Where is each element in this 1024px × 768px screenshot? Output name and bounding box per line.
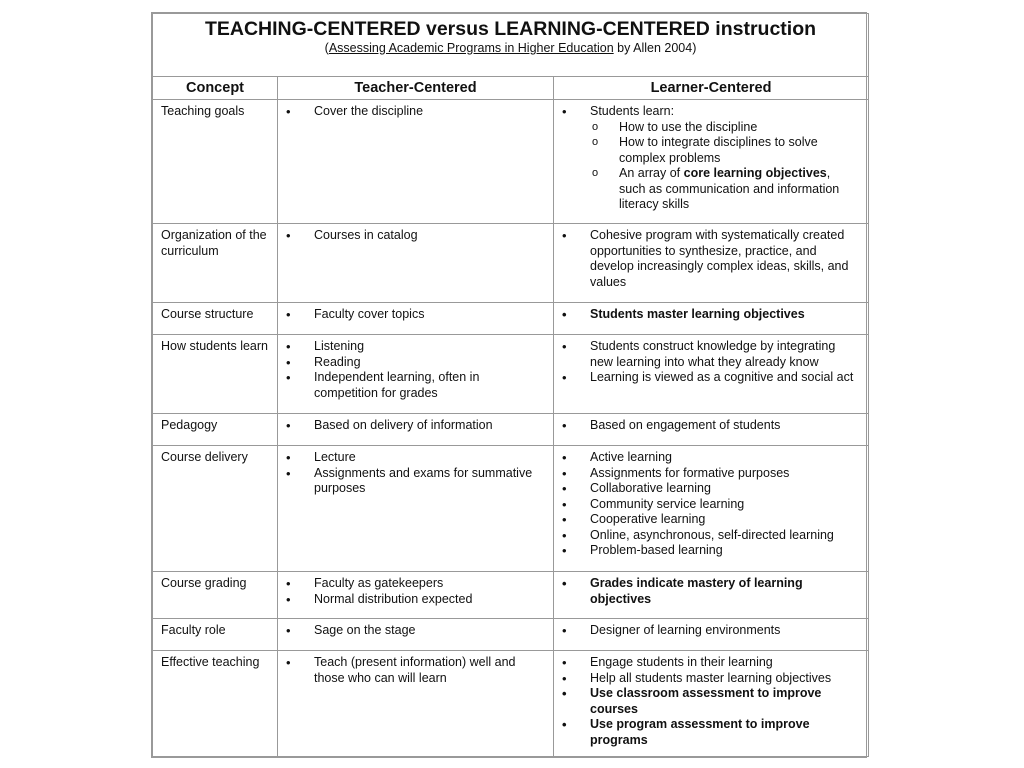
sub-item-text: An array of [619,166,684,180]
title-cell [153,14,869,77]
learner-cell [554,414,869,446]
list-item: • Problem-based learning [590,543,860,559]
list-item: • Faculty cover topics [314,307,545,323]
list-item: • Use classroom assessment to improve courses [590,686,860,717]
subtitle-open: ( [324,41,329,55]
header-learner-centered: Learner-Centered [554,77,869,100]
teacher-cell [278,414,554,446]
table-row [153,335,869,414]
list-item: • Community service learning [590,497,860,513]
list-item: • Collaborative learning [590,481,860,497]
list-item: • Students construct knowledge by integrating new learning into what they already know [590,339,860,370]
list-item: • Learning is viewed as a cognitive and social act [590,370,860,386]
list-item [590,104,860,213]
list-item-text: Students learn: [590,104,675,118]
source-title: Assessing Academic Programs in Higher Education [328,41,614,55]
concept-cell: Pedagogy [153,414,278,446]
list-item: • Help all students master learning objectives [590,671,860,687]
list-item: • Use program assessment to improve programs [590,717,860,748]
list-item: • Independent learning, often in competition for grades [314,370,545,401]
sub-list-item: o How to use the discipline [619,120,860,136]
concept-cell: Course grading [153,572,278,619]
list-item: • Cooperative learning [590,512,860,528]
table-row [153,100,869,224]
table-row [153,619,869,651]
table-row [153,414,869,446]
sub-item-text: , such as communication and information literacy skills [619,166,840,211]
learner-cell [554,303,869,335]
document-title: TEACHING-CENTERED versus LEARNING-CENTERED instruction [204,18,817,40]
table-row [153,303,869,335]
teacher-cell [278,651,554,757]
concept-cell: How students learn [153,335,278,414]
list-item: • Assignments and exams for summative purposes [314,466,545,497]
learner-cell [554,446,869,572]
title-row [153,14,869,77]
list-item: • Courses in catalog [314,228,545,244]
teacher-cell [278,100,554,224]
teacher-cell [278,303,554,335]
learner-cell [554,572,869,619]
table-row [153,224,869,303]
list-item: • Based on delivery of information [314,418,545,434]
learner-cell [554,224,869,303]
list-item: • Designer of learning environments [590,623,860,639]
teacher-cell [278,619,554,651]
teacher-cell [278,335,554,414]
table-row [153,651,869,757]
concept-cell: Effective teaching [153,651,278,757]
sub-list [590,120,860,213]
concept-cell: Course structure [153,303,278,335]
learner-cell [554,651,869,757]
list-item: • Engage students in their learning [590,655,860,671]
sub-list-item: o How to integrate disciplines to solve complex problems [619,135,860,166]
teacher-cell [278,572,554,619]
learner-cell [554,619,869,651]
header-teacher-centered: Teacher-Centered [278,77,554,100]
concept-cell: Faculty role [153,619,278,651]
list-item: • Cohesive program with systematically created opportunities to synthesize, practice, and develop increasingly complex ideas, skills, and values [590,228,860,290]
document-page [151,12,867,758]
teacher-cell [278,446,554,572]
table-row [153,446,869,572]
concept-cell: Organization of the curriculum [153,224,278,303]
learner-cell [554,335,869,414]
list-item: • Online, asynchronous, self-directed learning [590,528,860,544]
list-item: • Teach (present information) well and those who can will learn [314,655,545,686]
list-item: • Reading [314,355,545,371]
list-item: • Students master learning objectives [590,307,860,323]
list-item: • Lecture [314,450,545,466]
concept-cell: Course delivery [153,446,278,572]
learner-cell [554,100,869,224]
list-item: • Listening [314,339,545,355]
list-item: • Based on engagement of students [590,418,860,434]
list-item: • Sage on the stage [314,623,545,639]
comparison-table [152,13,869,757]
list-item: • Grades indicate mastery of learning objectives [590,576,860,607]
subtitle-author: by Allen 2004) [613,41,697,55]
header-concept: Concept [153,77,278,100]
header-row [153,77,869,100]
document-subtitle [153,40,868,56]
teacher-cell [278,224,554,303]
list-item: • Faculty as gatekeepers [314,576,545,592]
sub-list-item [619,166,860,213]
list-item: • Active learning [590,450,860,466]
list-item: • Cover the discipline [314,104,545,120]
sub-item-bold: core learning objectives [683,166,827,180]
list-item: • Assignments for formative purposes [590,466,860,482]
table-row [153,572,869,619]
concept-cell: Teaching goals [153,100,278,224]
list-item: • Normal distribution expected [314,592,545,608]
